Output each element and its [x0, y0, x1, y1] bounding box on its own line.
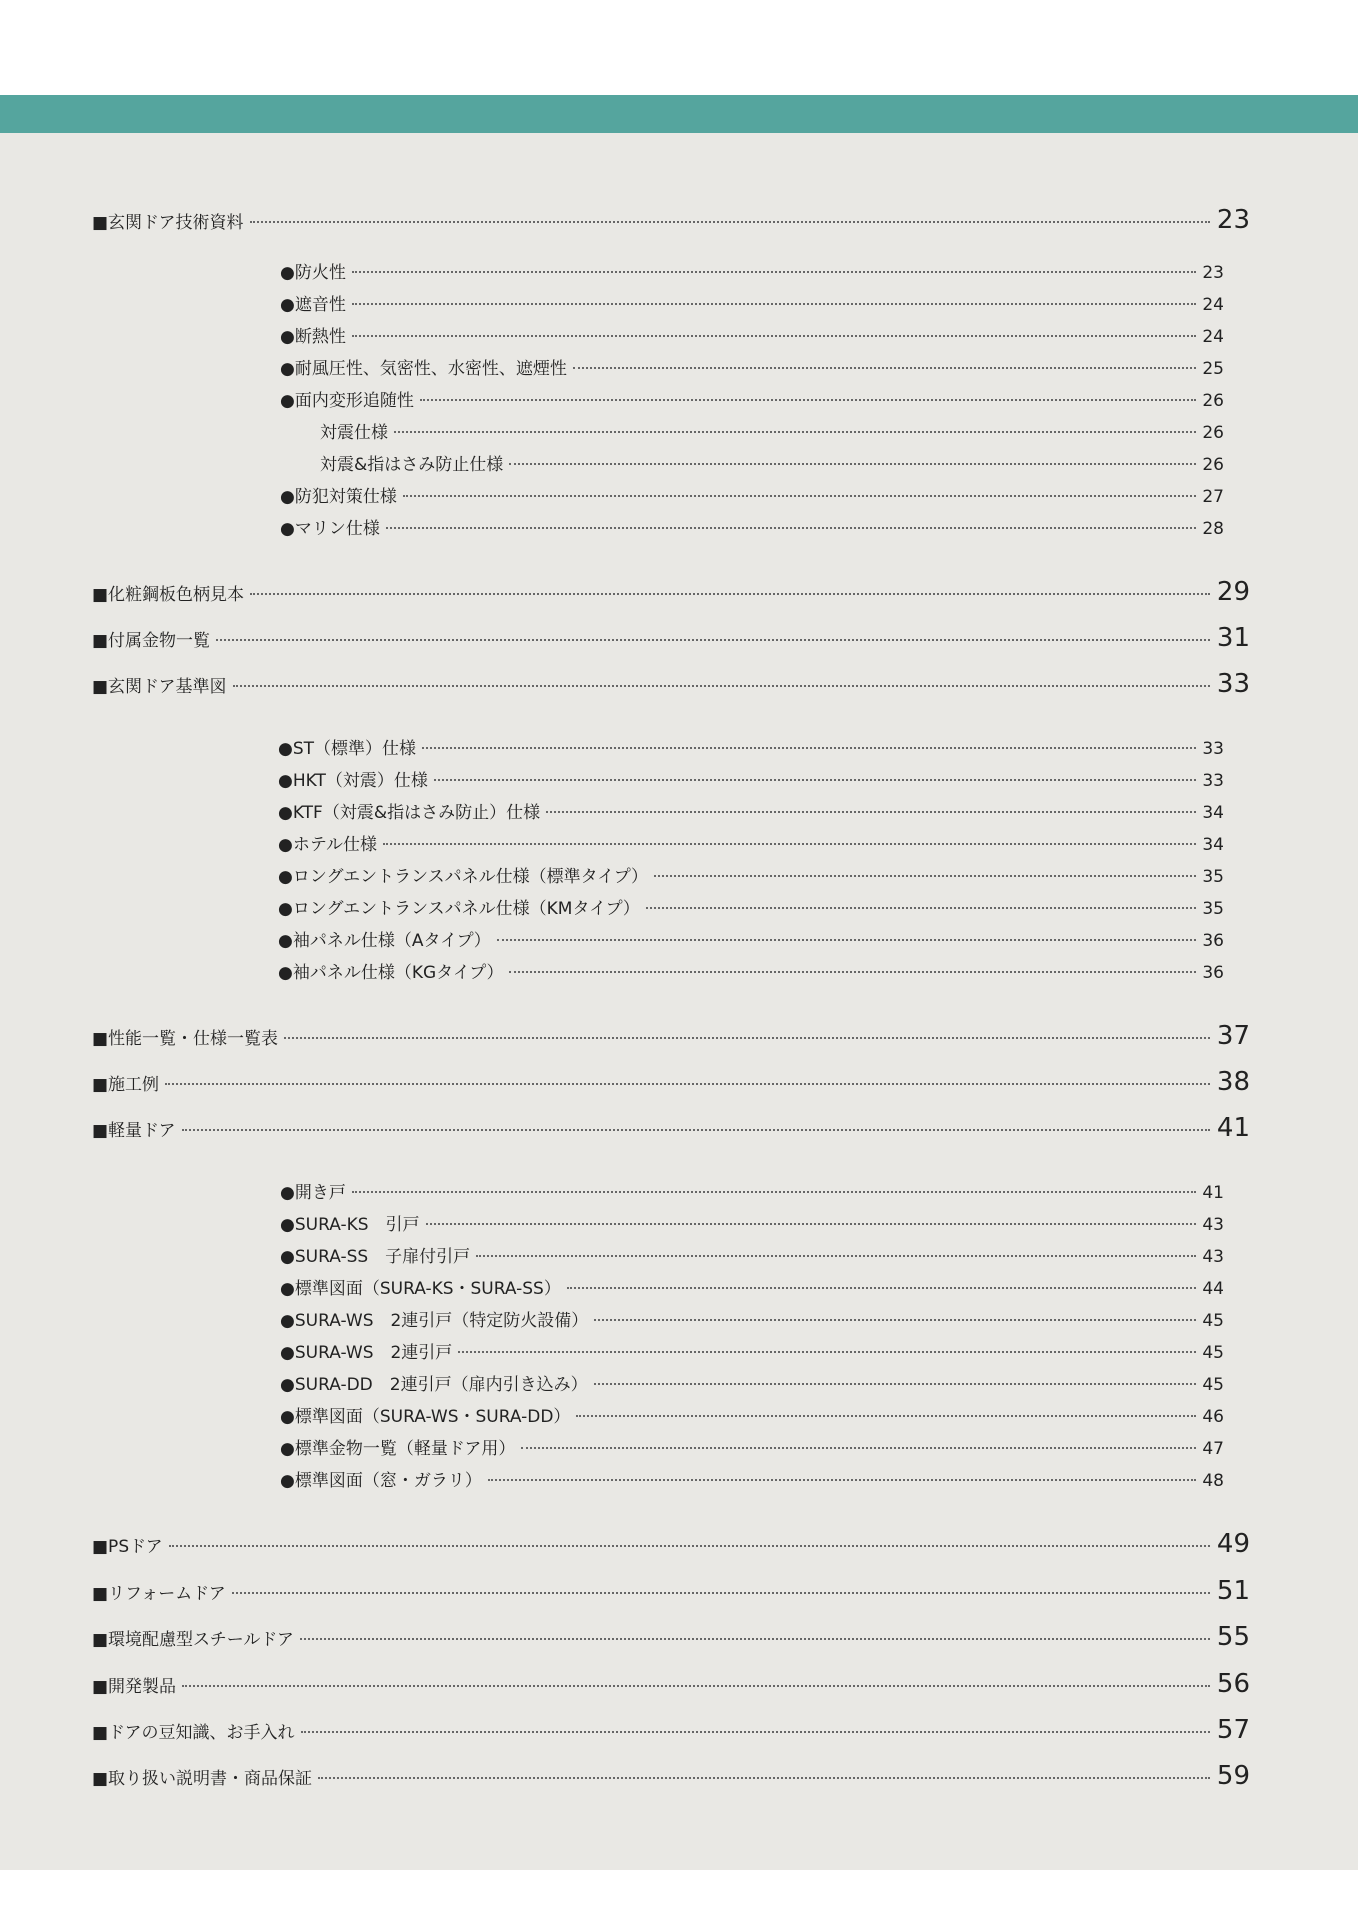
toc-label: ■施工例 [92, 1075, 160, 1095]
toc-label: 対震&指はさみ防止仕様 [320, 455, 504, 475]
toc-page: 31 [1216, 623, 1250, 653]
toc-label: ■玄関ドア技術資料 [92, 213, 244, 233]
toc-page: 35 [1202, 867, 1224, 887]
dot-leader [546, 811, 1196, 813]
toc-entry[interactable] [280, 1242, 1224, 1272]
toc-entry[interactable] [92, 204, 1250, 236]
dot-leader [434, 779, 1196, 781]
toc-label: ●標準図面（SURA-WS・SURA-DD） [280, 1407, 571, 1427]
toc-page: 43 [1202, 1215, 1224, 1235]
toc-entry[interactable] [280, 322, 1224, 352]
toc-label: ●マリン仕様 [280, 519, 380, 539]
toc-page: 45 [1202, 1375, 1224, 1395]
dot-leader [403, 495, 1196, 497]
toc-entry[interactable] [278, 798, 1224, 828]
dot-leader [216, 639, 1210, 641]
toc-entry[interactable] [92, 1621, 1250, 1653]
toc-page: 26 [1202, 423, 1224, 443]
toc-page: 23 [1216, 205, 1250, 235]
toc-label: ●KTF（対震&指はさみ防止）仕様 [278, 803, 541, 823]
toc-page: 33 [1216, 669, 1250, 699]
dot-leader [301, 1731, 1210, 1733]
dot-leader [284, 1037, 1210, 1039]
toc-label: ■性能一覧・仕様一覧表 [92, 1029, 279, 1049]
toc-entry[interactable] [92, 1020, 1250, 1052]
dot-leader [509, 971, 1196, 973]
toc-entry[interactable] [280, 1338, 1224, 1368]
toc-page: 43 [1202, 1247, 1224, 1267]
toc-entry[interactable] [92, 1066, 1250, 1098]
toc-page: 24 [1202, 327, 1224, 347]
toc-page: 45 [1202, 1343, 1224, 1363]
toc-label: ■PSドア [92, 1537, 163, 1557]
toc-label: ●標準金物一覧（軽量ドア用） [280, 1439, 516, 1459]
dot-leader [232, 1592, 1210, 1594]
toc-entry[interactable] [280, 386, 1224, 416]
toc-entry[interactable] [278, 734, 1224, 764]
toc-page: 45 [1202, 1311, 1224, 1331]
toc-label: ●ホテル仕様 [278, 835, 377, 855]
toc-label: ■開発製品 [92, 1677, 177, 1697]
toc-entry[interactable] [320, 450, 1224, 480]
toc-page: 59 [1216, 1761, 1250, 1791]
toc-label: ●SURA-KS 引戸 [280, 1215, 420, 1235]
dot-leader [300, 1638, 1210, 1640]
toc-page: 37 [1216, 1021, 1250, 1051]
toc-page: 41 [1216, 1113, 1250, 1143]
toc-page: 57 [1216, 1715, 1250, 1745]
dot-leader [594, 1383, 1196, 1385]
toc-page: 27 [1202, 487, 1224, 507]
toc-page: 26 [1202, 391, 1224, 411]
dot-leader [394, 431, 1196, 433]
toc-entry[interactable] [92, 1528, 1250, 1560]
toc-page: 46 [1202, 1407, 1224, 1427]
toc-entry[interactable] [280, 354, 1224, 384]
dot-leader [352, 303, 1196, 305]
toc-entry[interactable] [92, 1714, 1250, 1746]
toc-entry[interactable] [278, 830, 1224, 860]
toc-label: ●HKT（対震）仕様 [278, 771, 428, 791]
toc-entry[interactable] [278, 862, 1224, 892]
toc-page: 35 [1202, 899, 1224, 919]
toc-page: 55 [1216, 1622, 1250, 1652]
toc-entry[interactable] [280, 1178, 1224, 1208]
toc-entry[interactable] [320, 418, 1224, 448]
toc-entry[interactable] [280, 1274, 1224, 1304]
toc-entry[interactable] [92, 668, 1250, 700]
toc-page: 28 [1202, 519, 1224, 539]
dot-leader [458, 1351, 1196, 1353]
toc-page: 36 [1202, 963, 1224, 983]
toc-page: 29 [1216, 577, 1250, 607]
toc-entry[interactable] [280, 1466, 1224, 1496]
toc-page: 34 [1202, 803, 1224, 823]
toc-entry[interactable] [280, 1306, 1224, 1336]
toc-entry[interactable] [280, 1434, 1224, 1464]
toc-label: 対震仕様 [320, 423, 388, 443]
toc-label: ■環境配慮型スチールドア [92, 1630, 294, 1650]
dot-leader [250, 221, 1210, 223]
toc-page: 24 [1202, 295, 1224, 315]
dot-leader [497, 939, 1196, 941]
toc-entry[interactable] [280, 514, 1224, 544]
toc-label: ●袖パネル仕様（Aタイプ） [278, 931, 491, 951]
toc-page: 36 [1202, 931, 1224, 951]
dot-leader [318, 1777, 1210, 1779]
toc-entry[interactable] [278, 926, 1224, 956]
dot-leader [352, 1191, 1196, 1193]
toc-label: ●袖パネル仕様（KGタイプ） [278, 963, 504, 983]
toc-label: ■玄関ドア基準図 [92, 677, 227, 697]
toc-page: 25 [1202, 359, 1224, 379]
toc-label: ●SURA-WS 2連引戸（特定防火設備） [280, 1311, 589, 1331]
toc-label: ●ST（標準）仕様 [278, 739, 417, 759]
toc-entry[interactable] [280, 290, 1224, 320]
toc-label: ●SURA-SS 子扉付引戸 [280, 1247, 471, 1267]
toc-page: 34 [1202, 835, 1224, 855]
dot-leader [576, 1415, 1196, 1417]
dot-leader [646, 907, 1196, 909]
toc-entry[interactable] [280, 482, 1224, 512]
dot-leader [488, 1479, 1196, 1481]
toc-page: 41 [1202, 1183, 1224, 1203]
dot-leader [169, 1545, 1210, 1547]
toc-label: ●断熱性 [280, 327, 346, 347]
toc-label: ●面内変形追随性 [280, 391, 414, 411]
toc-entry[interactable] [280, 1370, 1224, 1400]
toc-entry[interactable] [92, 1668, 1250, 1700]
toc-page: 44 [1202, 1279, 1224, 1299]
dot-leader [509, 463, 1196, 465]
dot-leader [165, 1083, 1210, 1085]
dot-leader [654, 875, 1196, 877]
dot-leader [233, 685, 1210, 687]
dot-leader [250, 593, 1210, 595]
toc-label: ●ロングエントランスパネル仕様（標準タイプ） [278, 867, 648, 887]
toc-label: ■軽量ドア [92, 1121, 176, 1141]
toc-label: ■ドアの豆知識、お手入れ [92, 1723, 295, 1743]
toc-page: 56 [1216, 1669, 1250, 1699]
toc-page: 33 [1202, 771, 1224, 791]
toc-label: ●防火性 [280, 263, 346, 283]
toc-entry[interactable] [280, 1210, 1224, 1240]
toc-label: ●耐風圧性、気密性、水密性、遮煙性 [280, 359, 567, 379]
toc-entry[interactable] [92, 576, 1250, 608]
toc-label: ●SURA-DD 2連引戸（扉内引き込み） [280, 1375, 588, 1395]
dot-leader [352, 335, 1196, 337]
dot-leader [426, 1223, 1196, 1225]
toc-label: ■取り扱い説明書・商品保証 [92, 1769, 313, 1789]
toc-entry[interactable] [278, 894, 1224, 924]
toc-page: 38 [1216, 1067, 1250, 1097]
toc-page: 49 [1216, 1529, 1250, 1559]
toc-entry[interactable] [280, 258, 1224, 288]
toc-label: ■リフォームドア [92, 1584, 226, 1604]
toc-entry[interactable] [92, 1760, 1250, 1792]
dot-leader [476, 1255, 1196, 1257]
toc-label: ●防犯対策仕様 [280, 487, 397, 507]
toc-page: 33 [1202, 739, 1224, 759]
dot-leader [521, 1447, 1196, 1449]
toc-entry[interactable] [280, 1402, 1224, 1432]
toc-entry[interactable] [278, 958, 1224, 988]
toc-label: ●標準図面（SURA-KS・SURA-SS） [280, 1279, 561, 1299]
dot-leader [383, 843, 1196, 845]
toc-label: ■化粧鋼板色柄見本 [92, 585, 245, 605]
dot-leader [573, 367, 1196, 369]
toc-label: ●開き戸 [280, 1183, 346, 1203]
toc-label: ●標準図面（窓・ガラリ） [280, 1471, 482, 1491]
toc-entry[interactable] [278, 766, 1224, 796]
dot-leader [420, 399, 1196, 401]
toc-label: ●ロングエントランスパネル仕様（KMタイプ） [278, 899, 640, 919]
dot-leader [594, 1319, 1196, 1321]
toc-page: 47 [1202, 1439, 1224, 1459]
toc-entry[interactable] [92, 1575, 1250, 1607]
toc-label: ■付属金物一覧 [92, 631, 211, 651]
toc-page: 23 [1202, 263, 1224, 283]
toc-page: 26 [1202, 455, 1224, 475]
toc-entry[interactable] [92, 1112, 1250, 1144]
toc-entry[interactable] [92, 622, 1250, 654]
dot-leader [567, 1287, 1196, 1289]
dot-leader [182, 1129, 1210, 1131]
dot-leader [386, 527, 1196, 529]
toc-page: 48 [1202, 1471, 1224, 1491]
dot-leader [422, 747, 1196, 749]
dot-leader [352, 271, 1196, 273]
dot-leader [182, 1685, 1210, 1687]
toc-label: ●遮音性 [280, 295, 346, 315]
toc-label: ●SURA-WS 2連引戸 [280, 1343, 453, 1363]
toc-page: 51 [1216, 1576, 1250, 1606]
